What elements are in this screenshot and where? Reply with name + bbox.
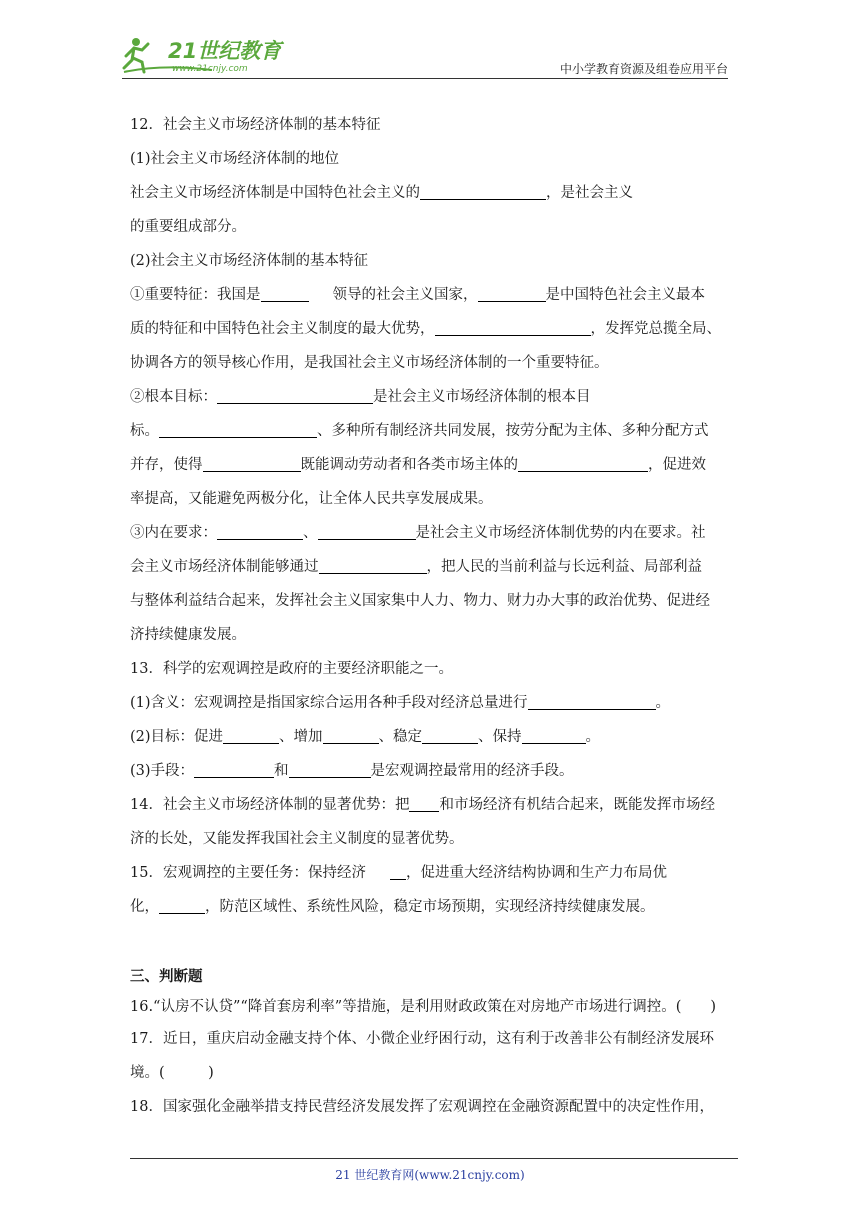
q12-p1-line2 [130, 312, 730, 346]
header-platform-text: 中小学教育资源及组卷应用平台 [559, 62, 728, 76]
logo [122, 34, 292, 76]
section-gap [130, 924, 730, 962]
answer-blank[interactable] [289, 760, 371, 778]
text: 和 [274, 763, 289, 779]
q12-sub1-text: (1)社会主义市场经济体制的地位 [130, 151, 340, 167]
text: (2)社会主义市场经济体制的基本特征 [130, 253, 369, 269]
text: 化， [130, 899, 159, 915]
text: ，防范区域性、系统性风险，稳定市场预期，实现经济持续健康发展。 [205, 899, 655, 915]
answer-blank[interactable] [522, 726, 586, 744]
q12-s1-line1 [130, 176, 730, 210]
text: 是宏观调控最常用的经济手段。 [370, 763, 574, 779]
footer-text[interactable]: 21 世纪教育网(www.21cnjy.com) [335, 1168, 525, 1182]
footer-divider [130, 1158, 738, 1159]
q18-line1 [130, 1090, 730, 1124]
q12-sub2 [130, 244, 730, 278]
text: 13．科学的宏观调控是政府的主要经济职能之一。 [130, 661, 453, 677]
header-divider [122, 78, 728, 79]
text: 标。 [130, 423, 159, 439]
q15-line1 [130, 856, 730, 890]
section3-title [130, 962, 730, 992]
q13-line3 [130, 754, 730, 788]
q12-sub1 [130, 142, 730, 176]
answer-blank[interactable] [518, 454, 648, 472]
answer-blank[interactable] [528, 692, 656, 710]
q17-line1 [130, 1022, 730, 1056]
answer-blank[interactable] [420, 182, 546, 200]
text: 会主义市场经济体制能够通过 [130, 559, 319, 575]
text: 、保持 [478, 729, 522, 745]
document-body [130, 108, 730, 1124]
q12-p2-line1 [130, 380, 730, 414]
text: 济的长处，又能发挥我国社会主义制度的显著优势。 [130, 831, 464, 847]
answer-blank[interactable] [217, 522, 303, 540]
text: (2)目标：促进 [130, 729, 224, 745]
q12-s1-line2 [130, 210, 730, 244]
text: (1)含义：宏观调控是指国家综合运用各种手段对经济总量进行 [130, 695, 528, 711]
text: ，促进重大经济结构协调和生产力布局优 [405, 865, 667, 881]
text: 15．宏观调控的主要任务：保持经济 [130, 865, 366, 881]
text: ②根本目标： [130, 389, 217, 405]
text: 。 [655, 695, 671, 711]
q17-line2 [130, 1056, 730, 1090]
text: 。 [585, 729, 601, 745]
text: 16.“认房不认贷”“降首套房利率”等措施，是利用财政政策在对房地产市场进行调控。( ) [130, 999, 717, 1015]
q12-p2-line4 [130, 482, 730, 516]
q15-line2 [130, 890, 730, 924]
text: ，把人民的当前利益与长远利益、局部利益 [426, 559, 702, 575]
text: 、增加 [279, 729, 323, 745]
text: 18．国家强化金融举措支持民营经济发展发挥了宏观调控在金融资源配置中的决定性作用， [130, 1099, 714, 1115]
answer-blank[interactable] [319, 556, 427, 574]
q12-p3-line2 [130, 550, 730, 584]
answer-blank[interactable] [318, 522, 416, 540]
text: (3)手段： [130, 763, 195, 779]
text: 17．近日，重庆启动金融支持个体、小微企业纾困行动，这有利于改善非公有制经济发展环 [130, 1031, 714, 1047]
text: ，是社会主义 [546, 185, 633, 201]
q12-title-text: 12．社会主义市场经济体制的基本特征 [130, 117, 381, 133]
q14-line2 [130, 822, 730, 856]
text: 、 [303, 525, 318, 541]
q13-line2 [130, 720, 730, 754]
text: 的重要组成部分。 [130, 219, 246, 235]
q12-p1-line1 [130, 278, 730, 312]
answer-blank[interactable] [422, 726, 478, 744]
text: 率提高，又能避免两极分化，让全体人民共享发展成果。 [130, 491, 493, 507]
answer-blank[interactable] [390, 862, 406, 880]
text: 既能调动劳动者和各类市场主体的 [300, 457, 518, 473]
q13-title [130, 652, 730, 686]
q13-line1 [130, 686, 730, 720]
q12-p3-line3 [130, 584, 730, 618]
logo-text: 21世纪教育 [168, 39, 282, 63]
logo-url: www.21cnjy.com [172, 64, 248, 74]
answer-blank[interactable] [203, 454, 301, 472]
text: 是社会主义市场经济体制的根本目 [373, 389, 591, 405]
text: 境。( ) [130, 1065, 214, 1081]
answer-blank[interactable] [217, 386, 373, 404]
text: 14．社会主义市场经济体制的显著优势：把 [130, 797, 410, 813]
text: 并存，使得 [130, 457, 203, 473]
text: 和市场经济有机结合起来，既能发挥市场经 [439, 797, 715, 813]
q12-p2-line3 [130, 448, 730, 482]
answer-blank[interactable] [409, 794, 439, 812]
answer-blank[interactable] [159, 896, 205, 914]
answer-blank[interactable] [435, 318, 591, 336]
text: 质的特征和中国特色社会主义制度的最大优势， [130, 321, 435, 337]
q12-p2-line2 [130, 414, 730, 448]
answer-blank[interactable] [323, 726, 379, 744]
text: ，促进效 [648, 457, 706, 473]
text: ③内在要求： [130, 525, 217, 541]
answer-blank[interactable] [223, 726, 279, 744]
answer-blank[interactable] [194, 760, 274, 778]
text: 三、判断题 [130, 968, 203, 985]
text: 领导的社会主义国家， [332, 287, 478, 303]
text: 、多种所有制经济共同发展，按劳分配为主体、多种分配方式 [317, 423, 709, 439]
text: 是社会主义市场经济体制优势的内在要求。社 [415, 525, 706, 541]
q12-p1-line3 [130, 346, 730, 380]
text: ，发挥党总揽全局、 [590, 321, 721, 337]
text: 是中国特色社会主义最本 [545, 287, 705, 303]
page-header [122, 30, 728, 80]
q12-p3-line4 [130, 618, 730, 652]
text: ①重要特征：我国是 [130, 287, 261, 303]
q12-p3-line1 [130, 516, 730, 550]
answer-blank[interactable] [159, 420, 317, 438]
text: 协调各方的领导核心作用，是我国社会主义市场经济体制的一个重要特征。 [130, 355, 609, 371]
text: 济持续健康发展。 [130, 627, 246, 643]
q14-line1 [130, 788, 730, 822]
text: 、稳定 [378, 729, 423, 745]
answer-blank[interactable] [478, 284, 546, 302]
q12-title [130, 108, 730, 142]
text: 社会主义市场经济体制是中国特色社会主义的 [130, 185, 420, 201]
text: 与整体利益结合起来，发挥社会主义国家集中人力、物力、财力办大事的政治优势、促进经 [130, 593, 710, 609]
q16 [130, 992, 730, 1022]
answer-blank[interactable] [261, 284, 309, 302]
